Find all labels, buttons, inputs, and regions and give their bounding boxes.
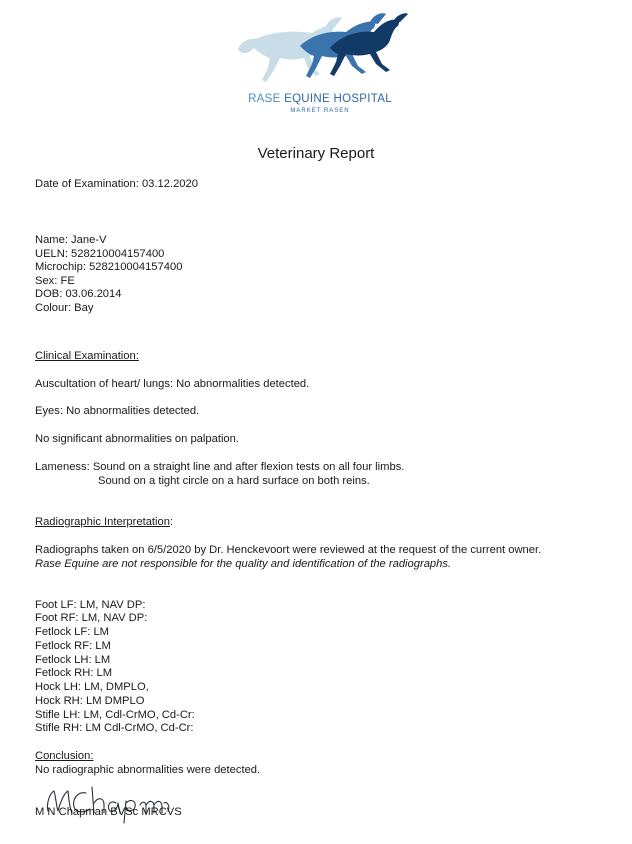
- eyes-finding: Eyes: No abnormalities detected.: [35, 405, 200, 417]
- patient-name: Name: Jane-V: [35, 234, 107, 246]
- date-of-examination: Date of Examination: 03.12.2020: [35, 178, 198, 190]
- hospital-name: [230, 93, 410, 105]
- radiographic-heading-text: Radiographic Interpretation: [35, 516, 170, 528]
- patient-microchip: Microchip: 528210004157400: [35, 261, 183, 273]
- lameness-finding: Lameness: Sound on a straight line and after flexion tests on all four limbs.: [35, 461, 405, 473]
- radiograph-view: Hock LH: LM, DMPLO,: [35, 681, 149, 693]
- radiograph-view: Stifle LH: LM, Cdl-CrMO, Cd-Cr:: [35, 709, 195, 721]
- radiographs-disclaimer: Rase Equine are not responsible for the quality and identification of the radiographs.: [35, 558, 452, 570]
- radiograph-view: Fetlock LH: LM: [35, 654, 111, 666]
- patient-ueln: UELN: 528210004157400: [35, 248, 165, 260]
- auscultation-finding: Auscultation of heart/ lungs: No abnormalities detected.: [35, 378, 310, 390]
- hospital-location: MARKET RASEN: [290, 108, 350, 114]
- hospital-logo: [230, 12, 410, 128]
- radiograph-view: Foot RF: LM, NAV DP:: [35, 612, 148, 624]
- hospital-name-big: EQUINE HOSPITAL: [284, 93, 392, 105]
- lameness-finding-circle: Sound on a tight circle on a hard surface on both reins.: [98, 475, 370, 487]
- galloping-horses-logo: [230, 12, 410, 92]
- radiograph-view: Fetlock RH: LM: [35, 667, 113, 679]
- conclusion-heading: Conclusion:: [35, 750, 94, 762]
- patient-dob: DOB: 03.06.2014: [35, 288, 122, 300]
- hospital-name-small: RASE: [248, 93, 285, 105]
- radiograph-view: Fetlock RF: LM: [35, 640, 111, 652]
- patient-sex: Sex: FE: [35, 275, 75, 287]
- radiograph-view: Fetlock LF: LM: [35, 626, 109, 638]
- patient-colour: Colour: Bay: [35, 302, 94, 314]
- signatory-name: M N Chapman BVSc MRCVS: [35, 806, 182, 818]
- palpation-finding: No significant abnormalities on palpation.: [35, 433, 239, 445]
- radiograph-view: Stifle RH: LM Cdl-CrMO, Cd-Cr:: [35, 722, 194, 734]
- report-title: Veterinary Report: [257, 145, 375, 162]
- radiographs-taken: Radiographs taken on 6/5/2020 by Dr. Henckevoort were reviewed at the request of the current owner.: [35, 544, 542, 556]
- radiograph-view: Foot LF: LM, NAV DP:: [35, 599, 146, 611]
- radiographic-heading-colon: :: [169, 516, 174, 528]
- conclusion-text: No radiographic abnormalities were detected.: [35, 764, 261, 776]
- radiograph-view: Hock RH: LM DMPLO: [35, 695, 145, 707]
- clinical-examination-heading: Clinical Examination:: [35, 350, 139, 362]
- radiographic-heading: [35, 516, 173, 529]
